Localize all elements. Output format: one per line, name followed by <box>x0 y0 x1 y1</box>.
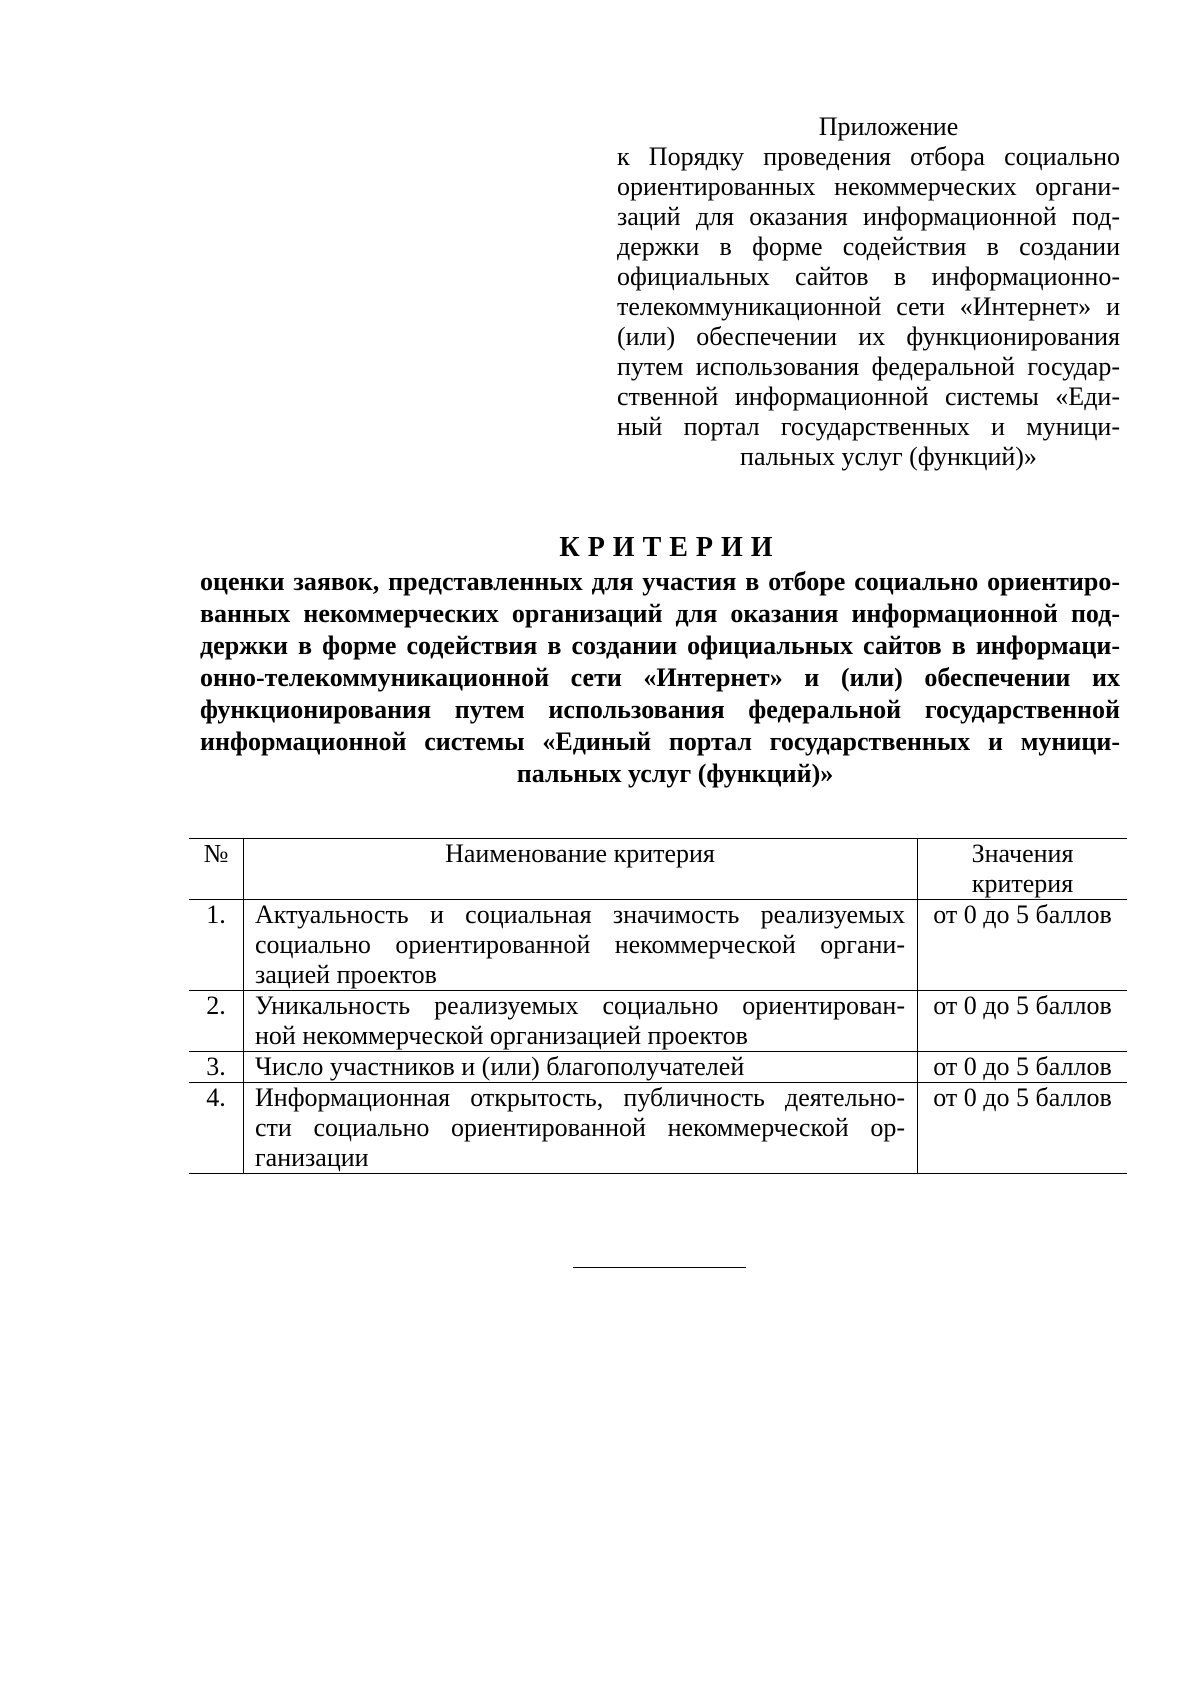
criteria-heading <box>200 532 1120 790</box>
row-name-line: социально ориентированной некоммерческой органи- <box>255 930 905 959</box>
appendix-line: пальных услуг (функций)» <box>740 442 1037 471</box>
header-num: № <box>189 839 244 900</box>
header-value-line: критерия <box>971 869 1074 898</box>
header-value <box>918 839 1128 900</box>
row-name-line: Актуальность и социальная значимость реализуемых <box>255 900 905 929</box>
row-name-line: зацией проектов <box>255 960 437 989</box>
header-value-line: Значения <box>971 839 1074 868</box>
end-divider <box>573 1267 746 1268</box>
row-name <box>244 1052 918 1083</box>
table-row <box>189 991 1127 1052</box>
table-row <box>189 1083 1127 1174</box>
row-name <box>244 1083 918 1174</box>
row-num: 3. <box>189 1052 244 1083</box>
header-name: Наименование критерия <box>244 839 918 900</box>
row-value: от 0 до 5 баллов <box>933 1083 1112 1112</box>
table-row <box>189 900 1127 991</box>
appendix-line: ственной информационной системы «Еди- <box>617 382 1120 411</box>
heading-line: держки в форме содействия в создании официальных сайтов в информаци- <box>200 631 1120 660</box>
row-num: 1. <box>189 900 244 991</box>
heading-line: пальных услуг (функций)» <box>516 759 834 788</box>
appendix-line: ный портал государственных и муници- <box>617 412 1120 441</box>
heading-line: функционирования путем использования федеральной государственной <box>200 695 1120 724</box>
heading-line: онно-телекоммуникационной сети «Интернет» и (или) обеспечении их <box>200 663 1120 692</box>
appendix-line: (или) обеспечении их функционирования <box>617 322 1120 351</box>
row-num: 4. <box>189 1083 244 1174</box>
row-name-line: сти социально ориентированной некоммерческой ор- <box>255 1113 905 1142</box>
row-value: от 0 до 5 баллов <box>933 900 1112 929</box>
appendix-title: Приложение <box>818 112 959 141</box>
row-name-line: ганизации <box>255 1143 369 1172</box>
row-name <box>244 900 918 991</box>
heading-line: информационной системы «Единый портал государственных и муници- <box>200 727 1120 756</box>
appendix-line: к Порядку проведения отбора социально <box>617 142 1120 171</box>
appendix-block <box>617 112 1120 472</box>
appendix-line: телекоммуникационной сети «Интернет» и <box>617 292 1120 321</box>
appendix-line: держки в форме содействия в создании <box>617 232 1120 261</box>
table-header-row <box>189 839 1127 900</box>
appendix-line: путем использования федеральной государ- <box>617 352 1120 381</box>
row-num: 2. <box>189 991 244 1052</box>
row-name <box>244 991 918 1052</box>
heading-line: оценки заявок, представленных для участия в отборе социально ориентиро- <box>200 567 1120 596</box>
row-name-line: Информационная открытость, публичность деятельно- <box>255 1083 905 1112</box>
row-value: от 0 до 5 баллов <box>933 991 1112 1020</box>
table-row <box>189 1052 1127 1083</box>
row-name-line: ной некоммерческой организацией проектов <box>255 1021 748 1050</box>
appendix-line: заций для оказания информационной под- <box>617 202 1120 231</box>
heading-line: ванных некоммерческих организаций для оказания информационной под- <box>200 599 1120 628</box>
appendix-line: официальных сайтов в информационно- <box>617 262 1120 291</box>
appendix-text <box>617 142 1120 472</box>
heading-title: КРИТЕРИИ <box>559 532 781 563</box>
row-value: от 0 до 5 баллов <box>933 1052 1112 1081</box>
row-name-line: Уникальность реализуемых социально ориентирован- <box>255 991 905 1020</box>
criteria-table <box>189 838 1127 1174</box>
appendix-line: ориентированных некоммерческих органи- <box>617 172 1120 201</box>
row-name-line: Число участников и (или) благополучателей <box>255 1052 745 1081</box>
